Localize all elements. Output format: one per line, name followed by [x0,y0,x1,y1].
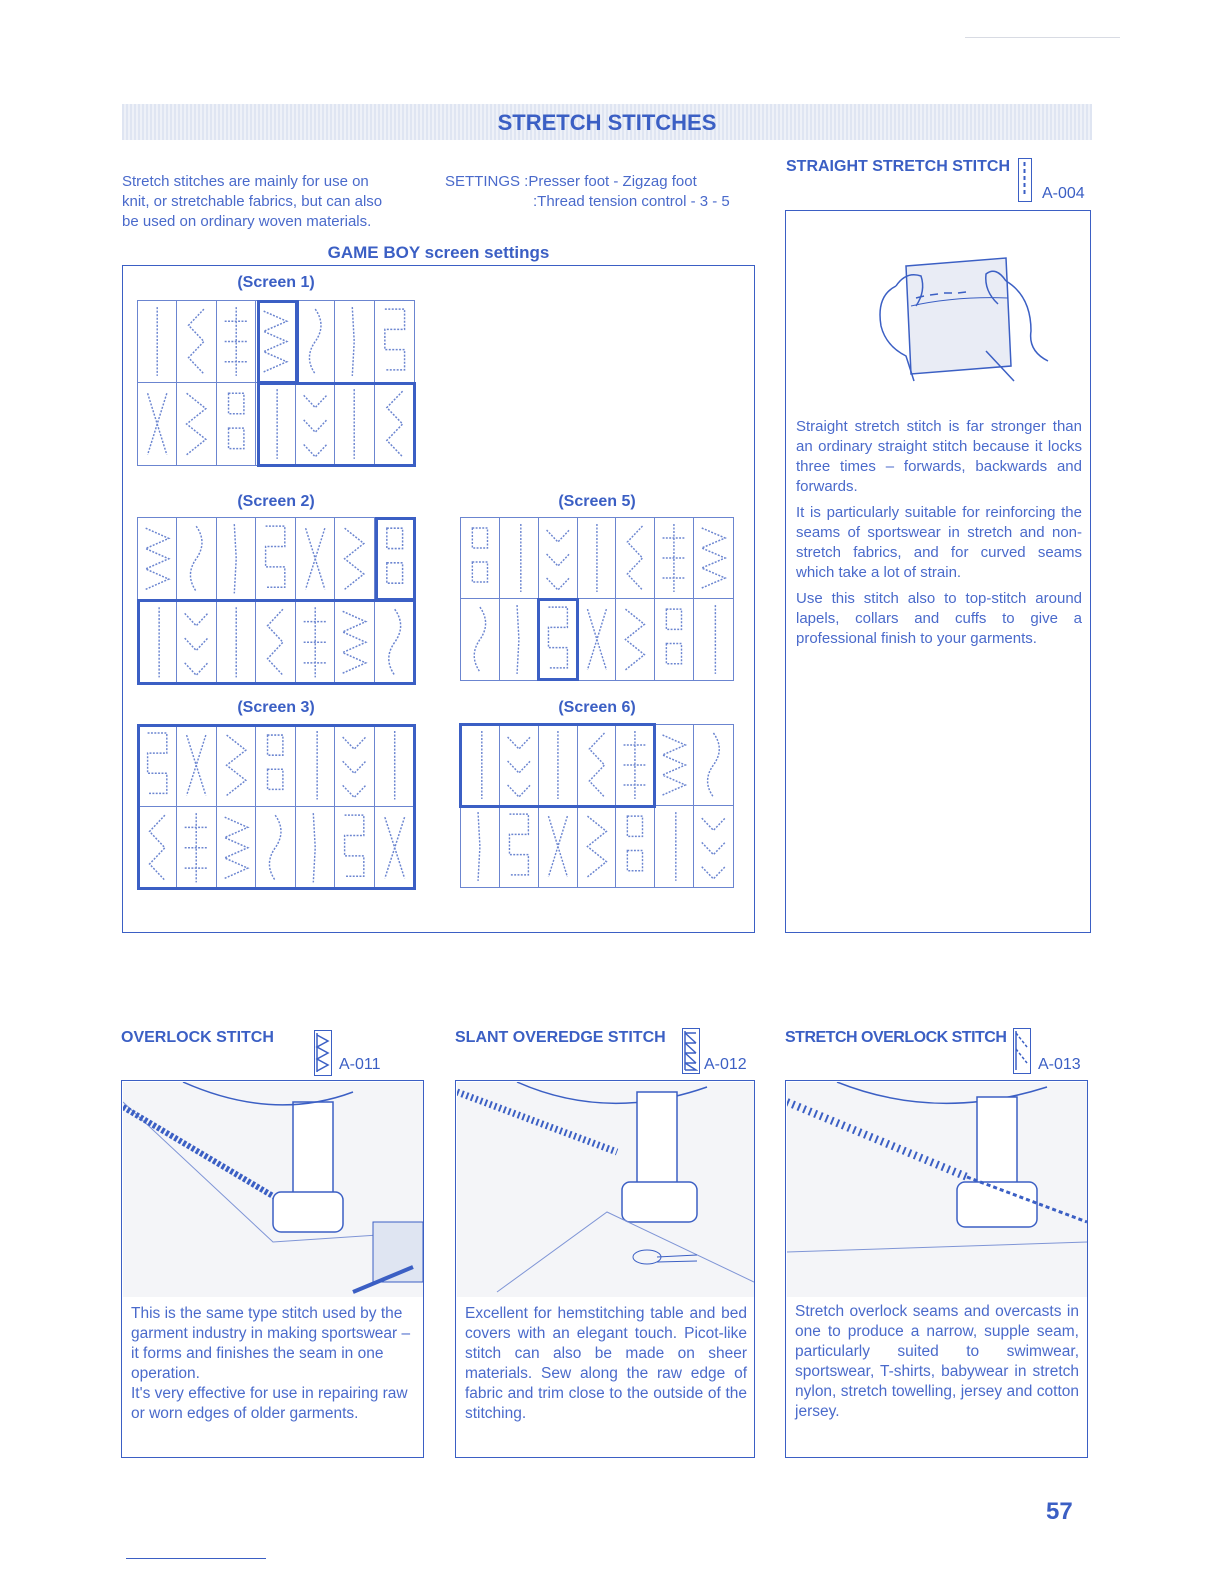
stitch-slant-icon [682,1028,700,1074]
stitch-pattern-cell [138,383,177,465]
stitch-pattern-cell [375,725,414,807]
stitch-overlock-icon [314,1030,332,1076]
stitch-pattern-cell [375,807,414,889]
divider [126,1558,266,1559]
sewing-foot-illustration [123,1082,423,1297]
stitch-pattern-cell [539,599,578,680]
slant-overedge-heading: SLANT OVEREDGE STITCH [455,1029,666,1046]
stitch-pattern-cell [177,518,216,601]
divider [965,37,1120,38]
stitch-grid-screen-1 [137,300,415,466]
stitch-grid-screen-5 [460,517,734,681]
stitch-pattern-cell [375,301,414,383]
stitch-pattern-cell [296,301,335,383]
stitch-pattern-cell [335,383,374,465]
stitch-pattern-cell [500,806,539,887]
paragraph: It's very effective for use in repairing raw or worn edges of older garments. [131,1385,408,1422]
stitch-pattern-cell [578,806,617,887]
straight-stretch-panel [785,210,1091,933]
stitch-pattern-cell [335,601,374,684]
stretch-overlock-panel [785,1080,1088,1458]
slant-overedge-text [465,1304,747,1424]
stitch-straight-icon [1018,158,1032,202]
stitch-grid-screen-2 [137,517,415,684]
screen-label: (Screen 2) [237,493,315,510]
stitch-pattern-cell [655,599,694,680]
stretch-overlock-heading: STRETCH OVERLOCK STITCH [785,1029,1007,1046]
intro-line: Stretch stitches are mainly for use on [122,173,369,190]
stitch-pattern-cell [461,599,500,680]
page-title: STRETCH STITCHES [497,110,717,135]
straight-stretch-text [796,417,1082,649]
stitch-pattern-cell [296,383,335,465]
stitch-pattern-cell [500,518,539,599]
stitch-pattern-cell [500,725,539,806]
stitch-pattern-cell [177,301,216,383]
stitch-pattern-cell [335,518,374,601]
stitch-pattern-cell [217,383,256,465]
stitch-pattern-cell [177,725,216,807]
stitch-pattern-cell [217,518,256,601]
stitch-stretch-overlock-icon [1013,1028,1031,1074]
stitch-pattern-cell [375,601,414,684]
paragraph: It is particularly suitable for reinforcing the seams of sportswear in stretch and non-stretch fabrics, and for curved seams which take a lot of strain. [796,504,1082,581]
stitch-pattern-cell [578,518,617,599]
stitch-code: A-012 [704,1056,747,1073]
stitch-pattern-cell [616,806,655,887]
settings-line: SETTINGS :Presser foot - Zigzag foot [445,173,697,190]
sewing-foot-illustration [787,1082,1087,1297]
title-band [122,104,1092,140]
stitch-pattern-cell [217,301,256,383]
settings-text [445,172,765,212]
stitch-pattern-cell [500,599,539,680]
intro-line: knit, or stretchable fabrics, but can also [122,193,383,210]
screen-label: (Screen 3) [237,699,315,716]
stitch-grid-screen-6 [460,724,734,888]
stitch-pattern-cell [375,383,414,465]
stitch-pattern-cell [138,725,177,807]
paragraph: Excellent for hemstitching table and bed covers with an elegant touch. Picot-like stitch can also be made on sheer materials. Sew along the raw edge of fabric and trim close to the outside of the stitching. [465,1305,747,1422]
stitch-pattern-cell [578,599,617,680]
stitch-pattern-cell [461,725,500,806]
stitch-pattern-cell [335,807,374,889]
screen-label: (Screen 5) [558,493,636,510]
stitch-pattern-cell [655,725,694,806]
gameboy-heading: GAME BOY screen settings [327,243,550,262]
stitch-pattern-cell [177,807,216,889]
overlock-heading: OVERLOCK STITCH [121,1029,274,1046]
stitch-pattern-cell [578,725,617,806]
screen-label: (Screen 1) [237,274,315,291]
overlock-panel [121,1080,424,1458]
stitch-pattern-cell [256,301,295,383]
stitch-pattern-cell [296,601,335,684]
stitch-pattern-cell [217,725,256,807]
stitch-pattern-cell [256,383,295,465]
paragraph: Straight stretch stitch is far stronger than an ordinary straight stitch because it locks three times – forwards, backwards and forwards. [796,418,1082,495]
stitch-pattern-cell [694,599,733,680]
stitch-pattern-cell [296,807,335,889]
stitch-pattern-cell [461,806,500,887]
stitch-pattern-cell [296,725,335,807]
sewing-foot-illustration [457,1082,754,1297]
straight-stretch-heading: STRAIGHT STRETCH STITCH [786,158,1010,175]
stitch-code: A-004 [1042,185,1085,202]
stitch-pattern-cell [694,725,733,806]
stitch-pattern-cell [616,518,655,599]
stitch-grid-screen-3 [137,724,415,889]
stitch-code: A-011 [339,1056,381,1073]
stitch-pattern-cell [539,518,578,599]
stitch-pattern-cell [694,806,733,887]
stitch-pattern-cell [616,599,655,680]
intro-text [122,172,432,232]
paragraph: Stretch overlock seams and overcasts in one to produce a narrow, supple seam, particularly suited to swimwear, sportswear, T-shirts, babywear in stretch nylon, stretch towelling, jersey and cotton jersey. [795,1303,1079,1420]
stitch-pattern-cell [138,301,177,383]
stitch-pattern-cell [539,806,578,887]
stitch-pattern-cell [256,518,295,601]
stitch-pattern-cell [177,601,216,684]
stitch-pattern-cell [461,518,500,599]
stitch-pattern-cell [138,807,177,889]
stitch-pattern-cell [256,601,295,684]
stitch-pattern-cell [655,806,694,887]
stitch-pattern-cell [655,518,694,599]
stitch-pattern-cell [539,725,578,806]
stitch-code: A-013 [1038,1056,1081,1073]
hands-fabric-illustration [836,236,1056,396]
stretch-overlock-text [795,1302,1079,1422]
intro-line: be used on ordinary woven materials. [122,213,372,230]
stitch-pattern-cell [335,725,374,807]
stitch-pattern-cell [256,725,295,807]
stitch-pattern-cell [217,807,256,889]
page-number: 57 [1046,1498,1073,1525]
stitch-pattern-cell [616,725,655,806]
paragraph: This is the same type stitch used by the garment industry in making sportswear – it forms and finishes the seam in one operation. [131,1305,411,1382]
stitch-pattern-cell [375,518,414,601]
settings-line: :Thread tension control - 3 - 5 [533,193,730,210]
stitch-pattern-cell [256,807,295,889]
screen-label: (Screen 6) [558,699,636,716]
stitch-pattern-cell [138,518,177,601]
slant-overedge-panel [455,1080,755,1458]
stitch-pattern-cell [138,601,177,684]
stitch-pattern-cell [177,383,216,465]
paragraph: Use this stitch also to top-stitch around lapels, collars and cuffs to give a professional finish to your garments. [796,590,1082,647]
stitch-pattern-cell [694,518,733,599]
stitch-pattern-cell [217,601,256,684]
stitch-pattern-cell [335,301,374,383]
stitch-pattern-cell [296,518,335,601]
overlock-text [131,1304,417,1424]
